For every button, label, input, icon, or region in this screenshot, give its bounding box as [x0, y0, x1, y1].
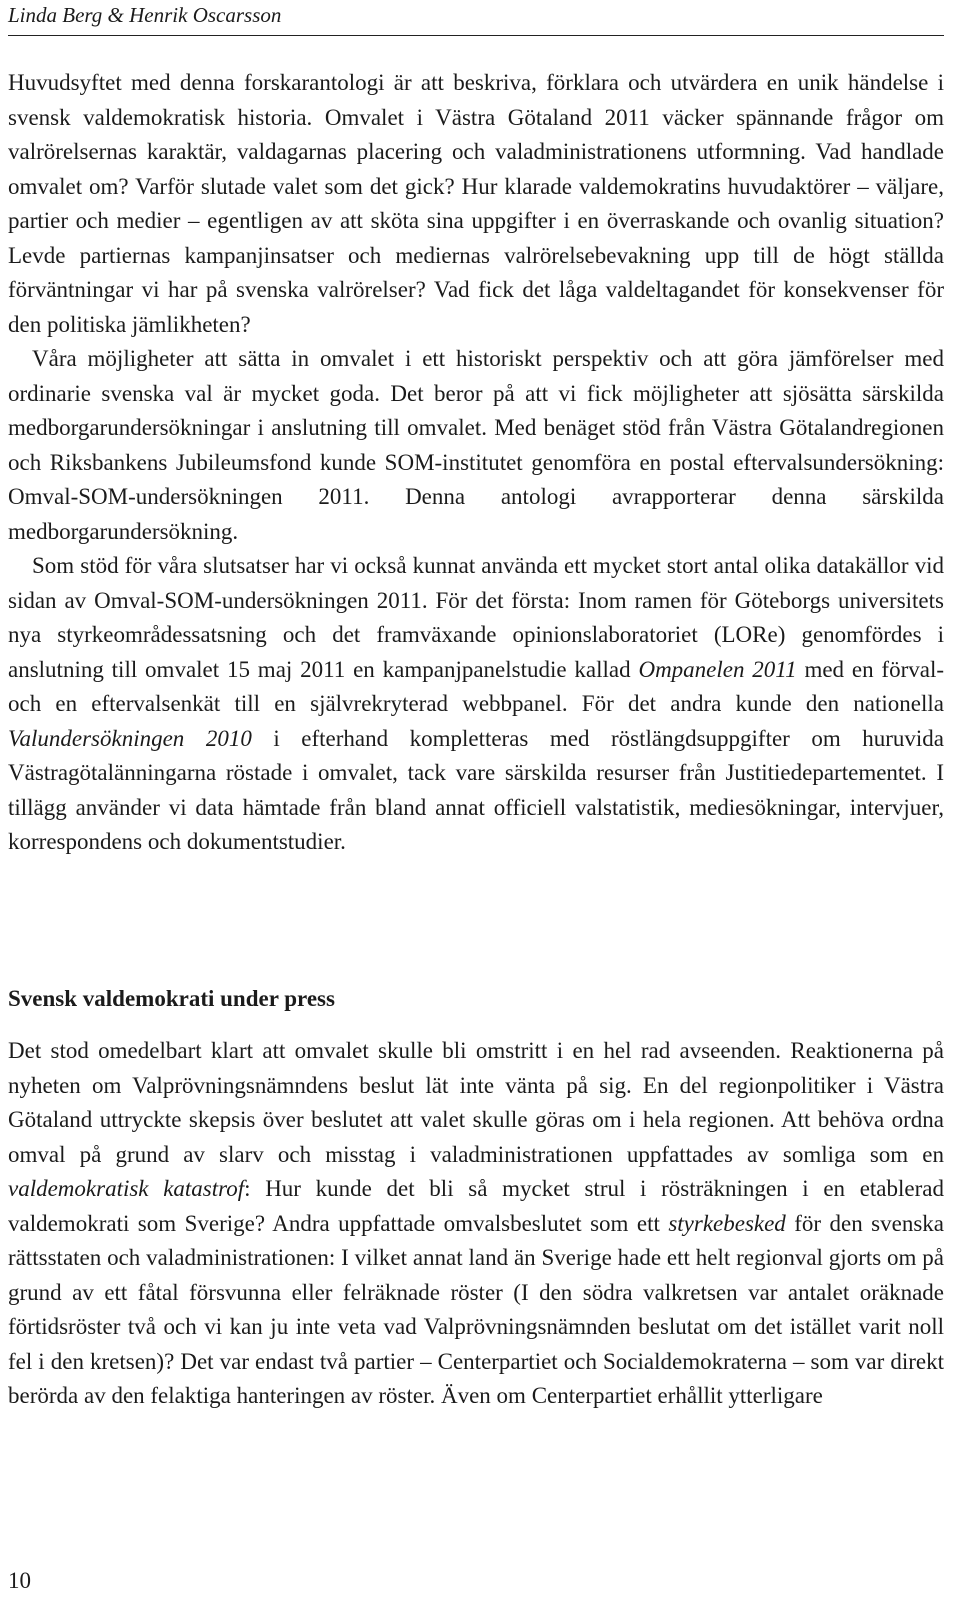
text-run: med en förval- och en eftervalsenkät till en självrekryterad webbpanel. För det andra kunde den nationella	[8, 656, 944, 716]
italic-text: Ompanelen 2011	[638, 656, 797, 682]
italic-text: Valundersökningen 2010	[8, 725, 252, 751]
paragraph	[8, 1034, 944, 1414]
text-run: Som stöd för våra slutsatser har vi också kunnat använda ett mycket stort antal olika datakällor vid sidan av Omval-SOM-undersökningen 2011. För det första: Inom ramen för Göteborgs universitets nya styrkeområdessatsning och det framväxande opinionslaboratoriet (LORe) genomfördes i anslutning till omvalet 15 maj 2011 en kampanjpanelstudie kallad	[8, 553, 944, 682]
italic-text: valdemokratisk katastrof	[8, 1176, 245, 1201]
paragraph	[8, 549, 944, 860]
text-run: : Hur kunde det bli så mycket strul i rösträkningen i en etablerad valdemokrati som Sverige? Andra uppfattade omvalsbeslutet som ett	[8, 1176, 944, 1236]
section-text-block	[8, 1034, 944, 1414]
text-run: för den svenska rättsstaten och valadministrationen: I vilket annat land än Sverige hade ett helt regionval gjorts om på grund av ett fåtal försvunna eller felräknade röster (I den södra valkretsen var antalet oräknade förtidsröster två och vi kan ju inte veta vad Valprövningsnämnden beslutat om det istället varit noll fel i den kretsen)? Det var endast två partier – Centerpartiet och Socialdemokraterna – som var direkt berörda av den felaktiga hanteringen av röster. Även om Centerpartiet erhållit ytterligare	[8, 1210, 944, 1408]
text-run: Huvudsyftet med denna forskarantologi är att beskriva, förklara och utvärdera en unik händelse i svensk valdemokratisk historia. Omvalet i Västra Götaland 2011 väcker spännande frågor om valrörelsernas karaktär, valdagarnas placering och valadministrationens utformning. Vad handlade omvalet om? Varför slutade valet som det gick? Hur klarade valdemokratins huvudaktörer – väljare, partier och medier – egentligen av att sköta sina uppgifter i en överraskande och ovanlig situation? Levde partiernas kampanjinsatser och mediernas valrörelsebevakning upp till de högt ställda förväntningar vi har på svenska valrörelser? Vad fick det låga valdeltagandet för konsekvenser för den politiska jämlikheten?	[8, 70, 944, 337]
text-run: Våra möjligheter att sätta in omvalet i ett historiskt perspektiv och att göra jämförelser med ordinarie svenska val är mycket goda. Det beror på att vi fick möjligheter att sjösätta särskilda medborgarundersökningar i anslutning till omvalet. Med benäget stöd från Västra Götalandregionen och Riksbankens Jubileumsfond kunde SOM-institutet genomföra en postal eftervalsundersökning: Omval-SOM-undersökningen 2011. Denna antologi avrapporterar denna särskilda medborgarundersökning.	[8, 346, 944, 544]
text-run: Det stod omedelbart klart att omvalet skulle bli omstritt i en hel rad avseenden. Reaktionerna på nyheten om Valprövningsnämndens beslut lät inte vänta på sig. En del regionpolitiker i Västra Götaland uttryckte skepsis över beslutet att valet skulle göras om i hela regionen. Att behöva ordna omval på grund av slarv och misstag i valadministrationen uppfattades av somliga som en	[8, 1038, 944, 1167]
page-number: 10	[8, 1568, 31, 1593]
italic-text: styrkebesked	[668, 1210, 786, 1236]
intro-text-block	[8, 66, 944, 860]
paragraph	[8, 342, 944, 549]
text-run: i efterhand kompletteras med röstlängdsuppgifter om huruvida Västragötalänningarna röstade i omvalet, tack vare särskilda resurser från Justitiedepartementet. I tillägg använder vi data hämtade från bland annat officiell valstatistik, mediesökningar, intervjuer, korrespondens och dokumentstudier.	[8, 725, 945, 854]
paragraph	[8, 66, 944, 342]
running-head: Linda Berg & Henrik Oscarsson	[8, 3, 282, 27]
header-rule	[8, 35, 944, 36]
section-heading: Svensk valdemokrati under press	[8, 986, 335, 1011]
